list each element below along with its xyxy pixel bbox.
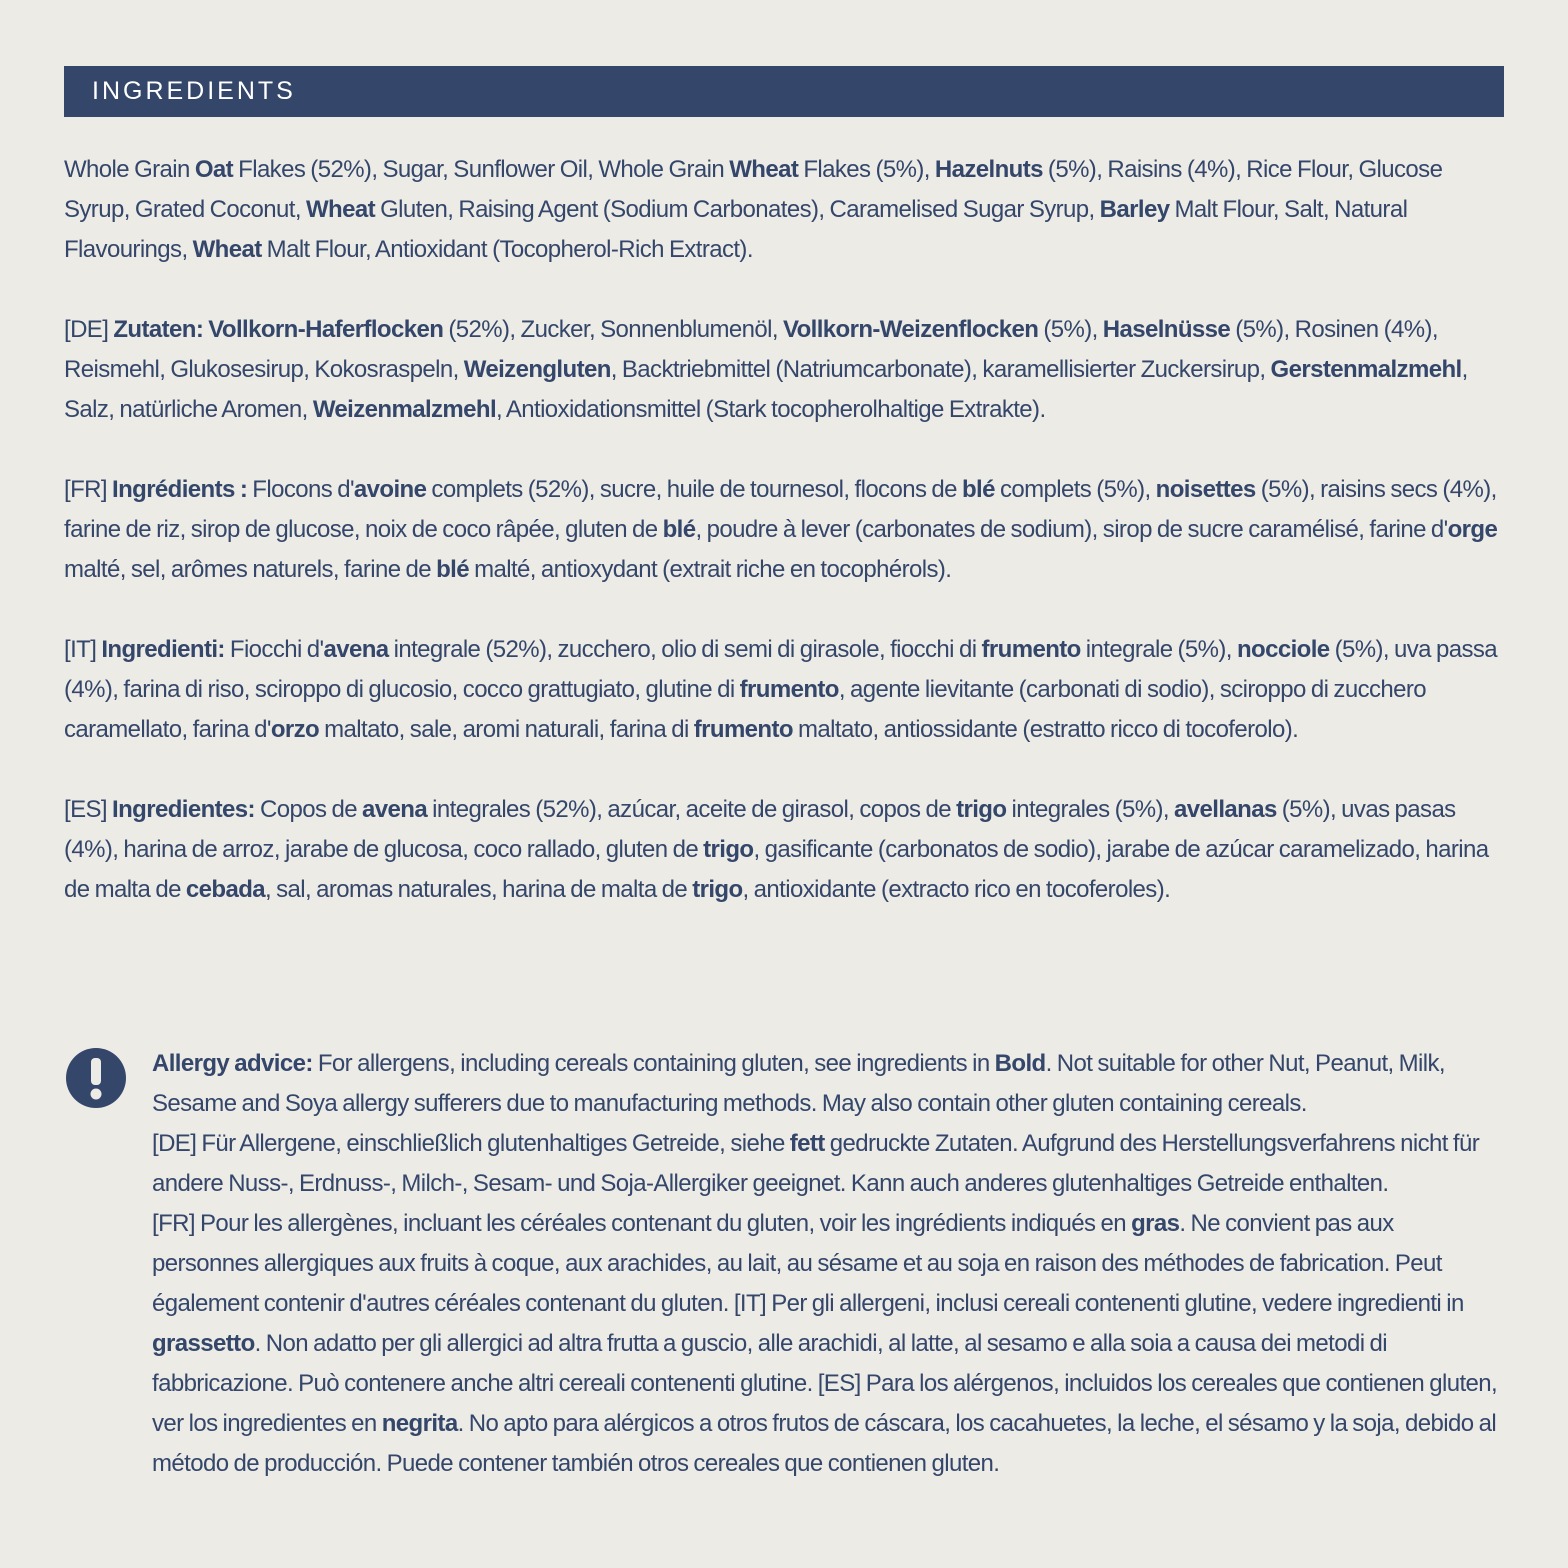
exclamation-circle-icon [66, 1048, 126, 1108]
section-title: INGREDIENTS [92, 77, 296, 105]
ingredients-paragraph-it: [IT] Ingredienti: Fiocchi d'avena integrale (52%), zucchero, olio di semi di girasole, fiocchi di frumento integrale (5%), nocciole (5%), uva passa (4%), farina di riso, sciroppo di glucosio, cocco grattugiato, glutine di frumento, agente lievitante (carbonati di sodio), sciroppo di zucchero caramellato, farina d'orzo maltato, sale, aromi naturali, farina di frumento maltato, antiossidante (estratto ricco di tocoferolo). [64, 636, 1497, 743]
allergy-advice-text [152, 1044, 1502, 1484]
ingredients-paragraph-de: [DE] Zutaten: Vollkorn-Haferflocken (52%), Zucker, Sonnenblumenöl, Vollkorn-Weizenflocken (5%), Haselnüsse (5%), Rosinen (4%), Reismehl, Glukosesirup, Kokosraspeln, Weizengluten, Backtriebmittel (Natriumcarbonate), karamellisierter Zuckersirup, Gerstenmalzmehl, Salz, natürliche Aromen, Weizenmalzmehl, Antioxidationsmittel (Stark tocopherolhaltige Extrakte). [64, 316, 1468, 423]
ingredients-header-bar [64, 66, 1504, 117]
ingredients-paragraph-fr: [FR] Ingrédients : Flocons d'avoine complets (52%), sucre, huile de tournesol, flocons de blé complets (5%), noisettes (5%), raisins secs (4%), farine de riz, sirop de glucose, noix de coco râpée, gluten de blé, poudre à lever (carbonates de sodium), sirop de sucre caramélisé, farine d'orge malté, sel, arômes naturels, farine de blé malté, antioxydant (extrait riche en tocophérols). [64, 476, 1498, 583]
ingredients-paragraph-en: Whole Grain Oat Flakes (52%), Sugar, Sunflower Oil, Whole Grain Wheat Flakes (5%), Hazelnuts (5%), Raisins (4%), Rice Flour, Glucose Syrup, Grated Coconut, Wheat Gluten, Raising Agent (Sodium Carbonates), Caramelised Sugar Syrup, Barley Malt Flour, Salt, Natural Flavourings, Wheat Malt Flour, Antioxidant (Tocopherol-Rich Extract). [64, 156, 1443, 263]
ingredients-paragraph-es: [ES] Ingredientes: Copos de avena integrales (52%), azúcar, aceite de girasol, copos de trigo integrales (5%), avellanas (5%), uvas pasas (4%), harina de arroz, jarabe de glucosa, coco rallado, gluten de trigo, gasificante (carbonatos de sodio), jarabe de azúcar caramelizado, harina de malta de cebada, sal, aromas naturales, harina de malta de trigo, antioxidante (extracto rico en tocoferoles). [64, 796, 1489, 903]
allergy-advice-fr-it-es: [FR] Pour les allergènes, incluant les céréales contenant du gluten, voir les ingrédients indiqués en gras. Ne convient pas aux personnes allergiques aux fruits à coque, aux arachides, au lait, au sésame et au soja en raison des méthodes de fabrication. Peut également contenir d'autres céréales contenant du gluten. [IT] Per gli allergeni, inclusi cereali contenenti glutine, vedere ingredienti in grassetto. Non adatto per gli allergici ad altra frutta a guscio, alle arachidi, al latte, al sesamo e alla soia a causa dei metodi di fabbricazione. Può contenere anche altri cereali contenenti glutine. [ES] Para los alérgenos, incluidos los cereales que contienen gluten, ver los ingredientes en negrita. No apto para alérgicos a otros frutos de cáscara, los cacahuetes, la leche, el sésamo y la soja, debido al método de producción. Puede contener también otros cereales que contienen gluten. [152, 1210, 1498, 1477]
ingredients-section [64, 150, 1504, 950]
allergy-advice-en: Allergy advice: For allergens, including cereals containing gluten, see ingredients in Bold. Not suitable for other Nut, Peanut, Milk, Sesame and Soya allergy sufferers due to manufacturing methods. May also contain other gluten containing cereals. [152, 1050, 1445, 1117]
allergy-advice-de: [DE] Für Allergene, einschließlich glutenhaltiges Getreide, siehe fett gedruckte Zutaten. Aufgrund des Herstellungsverfahrens nicht für andere Nuss-, Erdnuss-, Milch-, Sesam- und Soja-Allergiker geeignet. Kann auch anderes glutenhaltiges Getreide enthalten. [152, 1130, 1480, 1197]
